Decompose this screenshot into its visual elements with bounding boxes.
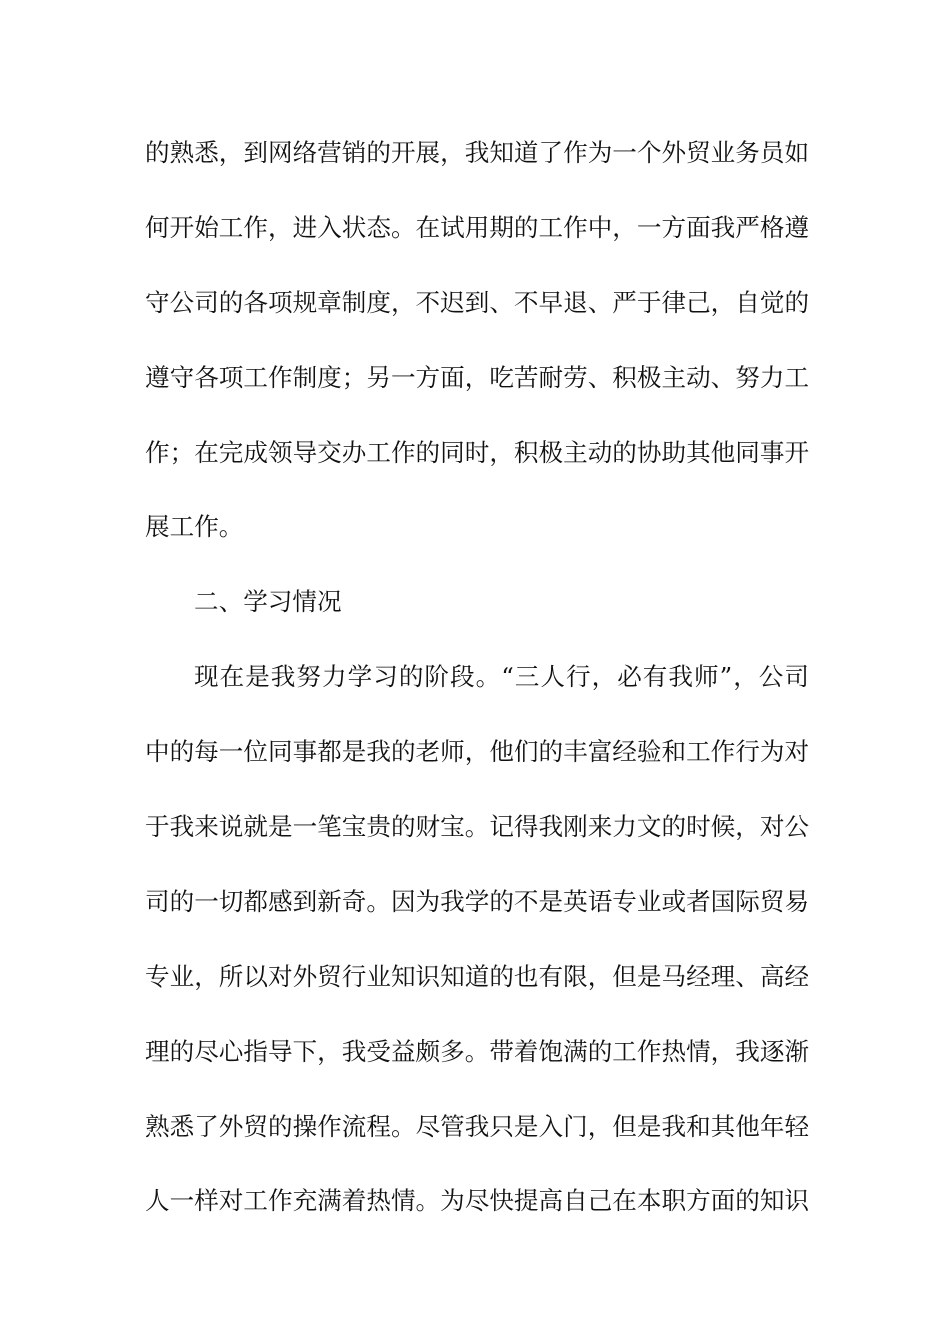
paragraph-line: 中的每一位同事都是我的老师，他们的丰富经验和工作行为对: [145, 737, 809, 767]
paragraph-line: 理的尽心指导下，我受益颇多。带着饱满的工作热情，我逐渐: [145, 1036, 809, 1066]
paragraph-line-last: 展工作。: [145, 512, 244, 542]
paragraph-line: 守公司的各项规章制度，不迟到、不早退、严于律己，自觉的: [145, 287, 809, 317]
paragraph-line: 作；在完成领导交办工作的同时，积极主动的协助其他同事开: [145, 437, 809, 467]
paragraph-line: 遵守各项工作制度；另一方面，吃苦耐劳、积极主动、努力工: [145, 362, 809, 392]
paragraph-line: 的熟悉，到网络营销的开展，我知道了作为一个外贸业务员如: [145, 138, 809, 167]
paragraph-line: 司的一切都感到新奇。因为我学的不是英语专业或者国际贸易: [145, 886, 809, 916]
paragraph-line: 于我来说就是一笔宝贵的财宝。记得我刚来力文的时候，对公: [145, 812, 809, 842]
body-text: [145, 127, 809, 1250]
paragraph-line: 熟悉了外贸的操作流程。尽管我只是入门，但是我和其他年轻: [145, 1111, 809, 1141]
paragraph-line: 专业，所以对外贸行业知识知道的也有限，但是马经理、高经: [145, 961, 809, 991]
paragraph-line: 人一样对工作充满着热情。为尽快提高自己在本职方面的知识: [145, 1186, 809, 1216]
paragraph-line: 何开始工作，进入状态。在试用期的工作中，一方面我严格遵: [145, 212, 809, 242]
paragraph-line-first: 现在是我努力学习的阶段。“三人行，必有我师”，公司: [194, 662, 809, 692]
section-heading: 二、学习情况: [194, 587, 342, 617]
